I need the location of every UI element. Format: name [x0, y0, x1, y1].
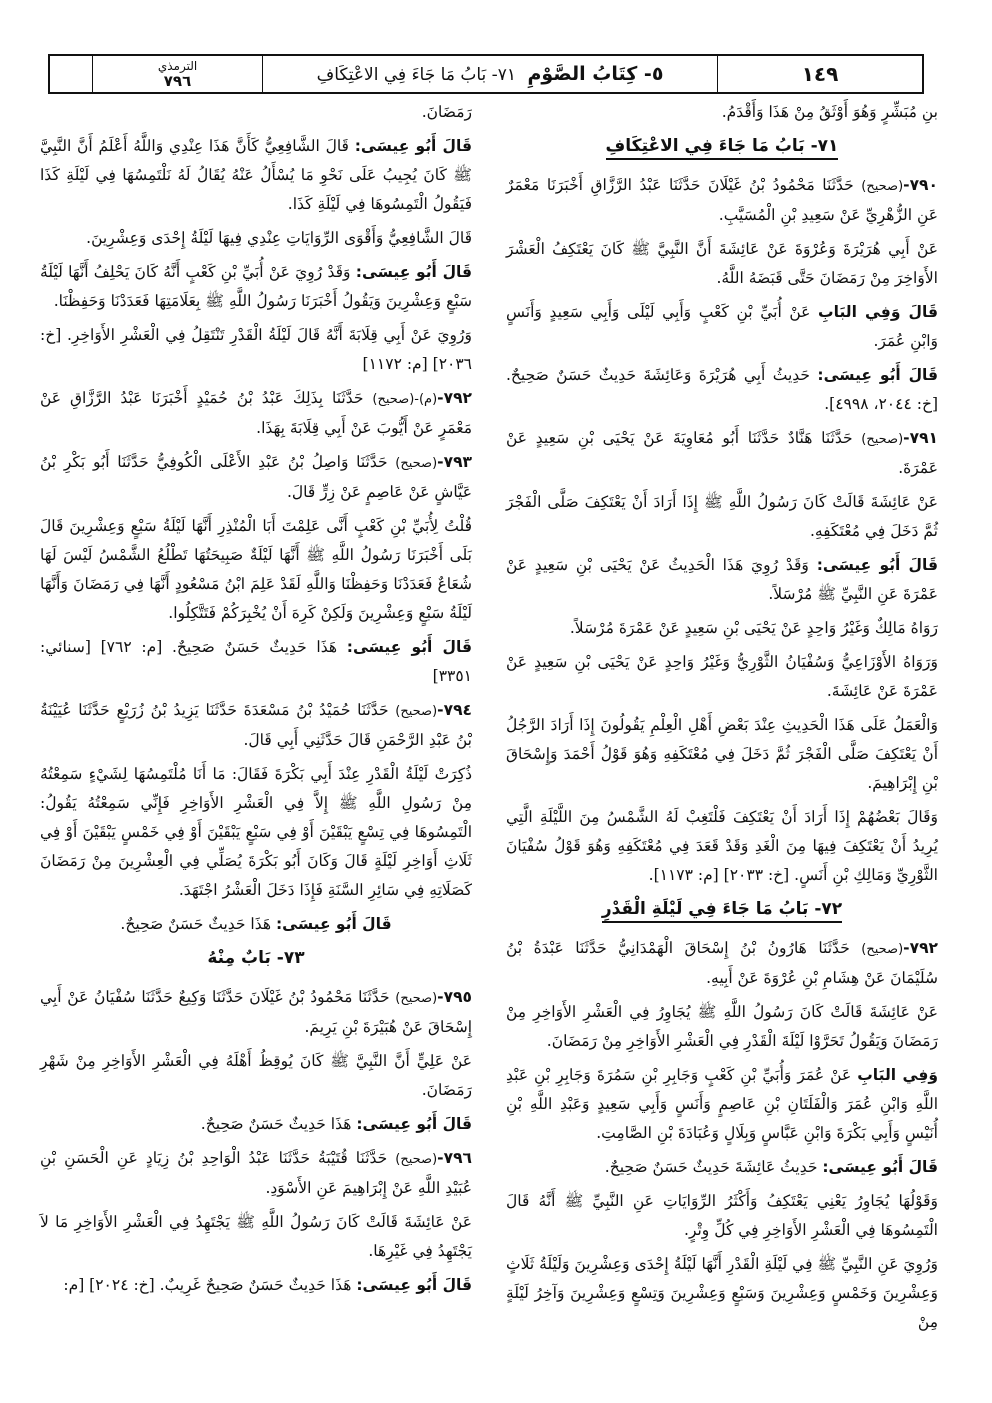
- hadith-text: حَدَّثَنَا وَاصِلُ بْنُ عَبْدِ الأَعْلَى الْكُوفِيُّ حَدَّثَنَا أَبُو بَكْرِ بْنُ عَيَّاشٍ عَنْ عَاصِمٍ عَنْ زِرٍّ قَالَ.: [40, 453, 472, 501]
- hadith-dash: -: [903, 939, 910, 957]
- section-heading: [506, 132, 938, 161]
- text-paragraph: وَرُوِيَ عَنْ أَبِي قِلَابَةَ أَنَّهُ قَالَ لَيْلَةُ الْقَدْرِ تَنْتَقِلُ فِي الْعَشْرِ الأَوَاخِرِ. [خ: ٢٠٣٦] [م: ١١٧٢]: [40, 326, 472, 373]
- hadith-paragraph: [506, 934, 938, 993]
- commentary-lead: قَالَ أَبُو عِيسَى:: [355, 263, 472, 281]
- hadith-number: ٧٩٦: [443, 1149, 472, 1167]
- commentary-lead: وَفِي البَابِ: [857, 1066, 939, 1084]
- section-heading: ٧٣- بَابٌ مِنْهُ: [207, 948, 305, 968]
- commentary-text: هَذَا حَدِيثٌ حَسَنٌ صَحِيحٌ.: [200, 1115, 352, 1133]
- chapter-title: ٧١- بَابُ مَا جَاءَ فِي الاعْتِكَافِ: [316, 65, 517, 85]
- running-title-cell: [262, 56, 717, 92]
- hadith-text: حَدَّثَنَا هَنَّادٌ حَدَّثَنَا أَبُو مُعَاوِيَةَ عَنْ يَحْيَى بْنِ سَعِيدٍ عَنْ عَمْرَةَ.: [506, 429, 938, 477]
- commentary-paragraph: [506, 551, 938, 609]
- text-paragraph: بنِ مُبَشِّرٍ وَهُوَ أَوْثَقُ مِنْ هَذَا وَأَقْدَمُ.: [721, 103, 938, 121]
- hadith-paragraph: [40, 696, 472, 755]
- hadith-dash: -: [437, 389, 444, 407]
- hadith-text: حَدَّثَنَا قُتَيْبَةُ حَدَّثَنَا عَبْدُ الْوَاحِدِ بْنُ زِيَادٍ عَنِ الْحَسَنِ بْنِ عُبَيْدِ اللَّهِ عَنْ إِبْرَاهِيمَ عَنِ الأَسْوَدِ.: [40, 1149, 472, 1197]
- commentary-lead: قَالَ وَفِي البَابِ: [818, 303, 938, 321]
- commentary-lead: قَالَ أَبُو عِيسَى:: [354, 137, 472, 155]
- commentary-lead: قَالَ أَبُو عِيسَى:: [817, 366, 938, 384]
- grading-tag: (م)-(صحيح): [372, 392, 438, 407]
- commentary-lead: قَالَ أَبُو عِيسَى:: [356, 1276, 472, 1294]
- commentary-text: هَذَا حَدِيثٌ حَسَنٌ صَحِيحٌ غَرِيبٌ. [خ: ٢٠٢٤] [م:: [63, 1276, 352, 1294]
- grading-tag: (صحيح): [861, 179, 904, 194]
- hadith-paragraph: [506, 424, 938, 483]
- text-paragraph: عَنْ عَلِيٍّ أَنَّ النَّبِيَّ ﷺ كَانَ يُوقِظُ أَهْلَهُ فِي الْعَشْرِ الأَوَاخِرِ مِنْ شَهْرِ رَمَضَانَ.: [40, 1052, 472, 1099]
- hadith-number: ٧٩٠: [909, 176, 938, 194]
- grading-tag: (صحيح): [395, 456, 438, 471]
- commentary-lead: قَالَ أَبُو عِيسَى:: [822, 1158, 938, 1176]
- commentary-lead: قَالَ أَبُو عِيسَى:: [346, 638, 472, 656]
- commentary-text: عَنْ عُمَرَ وَأُبَيِّ بْنِ كَعْبٍ وَجَابِرِ بْنِ سَمُرَةَ وَجَابِرِ بْنِ عَبْدِ اللَّهِ وَابْنِ عُمَرَ وَالْفَلَتَانِ بْنِ عَاصِمٍ وَأَنَسٍ وَأَبِي سَعِيدٍ وَعَبْدِ اللَّهِ بْنِ أُنَيْسٍ وَأَبِي بَكْرَةَ وَابْنِ عَبَّاسٍ وَبِلَالٍ وَعُبَادَةَ بْنِ الصَّامِتِ.: [506, 1066, 938, 1142]
- text-paragraph: وَقَوْلُهَا يُجَاوِرُ يَعْنِي يَعْتَكِفُ وَأَكْثَرُ الرِّوَايَاتِ عَنِ النَّبِيِّ ﷺ أَنَّهُ قَالَ الْتَمِسُوهَا فِي الْعَشْرِ الأَوَاخِرِ فِي كُلِّ وِتْرٍ.: [506, 1192, 938, 1239]
- grading-tag: (صحيح): [395, 991, 438, 1006]
- grading-tag: (صحيح): [861, 432, 904, 447]
- page-number-cell: [717, 56, 922, 92]
- section-heading: [506, 895, 938, 924]
- grading-tag: (صحيح): [395, 1152, 438, 1167]
- hadith-dash: -: [903, 429, 910, 447]
- right-text-column: [506, 98, 938, 1342]
- page-number: ١٤٩: [801, 62, 839, 86]
- section-heading-text: ٧١- بَابُ مَا جَاءَ فِي الاعْتِكَافِ: [606, 136, 839, 160]
- commentary-paragraph: [40, 633, 472, 691]
- commentary-paragraph: [506, 1153, 938, 1182]
- text-paragraph: قُلْتُ لِأُبَيِّ بْنِ كَعْبٍ أَنَّى عَلِمْتَ أَبَا الْمُنْذِرِ أَنَّهَا لَيْلَةُ سَبْعٍ وَعِشْرِينَ قَالَ بَلَى أَخْبَرَنَا رَسُولُ اللَّهِ ﷺ أَنَّهَا لَيْلَةٌ صَبِيحَتُهَا تَطْلُعُ الشَّمْسُ لَيْسَ لَهَا شُعَاعٌ فَعَدَدْنَا وَحَفِظْنَا وَاللَّهِ لَقَدْ عَلِمَ ابْنُ مَسْعُودٍ أَنَّهَا فِي رَمَضَانَ وَأَنَّهَا لَيْلَةُ سَبْعٍ وَعِشْرِينَ وَلَكِنْ كَرِهَ أَنْ يُخْبِرَكُمْ فَتَتَّكِلُوا.: [40, 517, 472, 622]
- commentary-paragraph: [40, 132, 472, 219]
- grading-tag: (صحيح): [395, 704, 438, 719]
- hadith-number: ٧٩١: [909, 429, 938, 447]
- commentary-paragraph: [506, 361, 938, 419]
- hadith-number: ٧٩٤: [443, 701, 472, 719]
- page-header: [48, 54, 924, 94]
- hadith-text: حَدَّثَنَا حُمَيْدُ بْنُ مَسْعَدَةَ حَدَّثَنَا يَزِيدُ بْنُ زُرَيْعٍ حَدَّثَنَا عُيَيْنَةُ بْنُ عَبْدِ الرَّحْمَنِ قَالَ حَدَّثَنِي أَبِي قَالَ.: [40, 701, 472, 749]
- text-paragraph: وَرُوِيَ عَنِ النَّبِيِّ ﷺ فِي لَيْلَةِ الْقَدْرِ أَنَّهَا لَيْلَةُ إِحْدَى وَعِشْرِينَ وَلَيْلَةُ ثَلَاثٍ وَعِشْرِينَ وَخَمْسٍ وَعِشْرِينَ وَسَبْعٍ وَعِشْرِينَ وَتِسْعٍ وَعِشْرِينَ وَآخِرُ لَيْلَةٍ مِنْ: [506, 1255, 938, 1331]
- hadith-number: ٧٩٢: [443, 389, 472, 407]
- hadith-paragraph: [40, 983, 472, 1042]
- reference-label: الترمذي: [157, 59, 198, 73]
- text-paragraph: عَنْ أَبِي هُرَيْرَةَ وَعُرْوَةَ عَنْ عَائِشَةَ أَنَّ النَّبِيَّ ﷺ كَانَ يَعْتَكِفُ الْعَشْرَ الأَوَاخِرَ مِنْ رَمَضَانَ حَتَّى قَبَضَهُ اللَّهُ.: [506, 240, 938, 287]
- hadith-paragraph: [40, 1144, 472, 1203]
- hadith-paragraph: [40, 384, 472, 443]
- hadith-number: ٧٩٥: [443, 988, 472, 1006]
- hadith-dash: -: [903, 176, 910, 194]
- hadith-number: ٧٩٣: [443, 453, 472, 471]
- hadith-dash: -: [437, 1149, 444, 1167]
- text-paragraph: ذُكِرَتْ لَيْلَةُ الْقَدْرِ عِنْدَ أَبِي بَكْرَةَ فَقَالَ: مَا أَنَا مُلْتَمِسُهَا لِشَيْءٍ سَمِعْتُهُ مِنْ رَسُولِ اللَّهِ ﷺ إِلاَّ فِي الْعَشْرِ الأَوَاخِرِ فَإِنِّي سَمِعْتُهُ يَقُولُ: الْتَمِسُوهَا فِي تِسْعٍ يَبْقَيْنَ أَوْ فِي سَبْعٍ يَبْقَيْنَ أَوْ فِي خَمْسٍ يَبْقَيْنَ أَوْ فِي ثَلَاثِ أَوَاخِرِ لَيْلَةٍ قَالَ وَكَانَ أَبُو بَكْرَةَ يُصَلِّي فِي الْعِشْرِينَ مِنْ رَمَضَانَ كَصَلَاتِهِ فِي سَائِرِ السَّنَةِ فَإِذَا دَخَلَ الْعَشْرُ اجْتَهَدَ.: [40, 765, 472, 899]
- commentary-lead: قَالَ أَبُو عِيسَى:: [356, 1115, 472, 1133]
- hadith-number: ٧٩٢: [909, 939, 938, 957]
- reference-cell: [92, 56, 262, 92]
- commentary-text: عَنْ أُبَيِّ بْنِ كَعْبٍ وَأَبِي لَيْلَى وَأَبِي سَعِيدٍ وَأَنَسٍ وَابْنِ عُمَرَ.: [506, 303, 938, 350]
- text-paragraph: وَرَوَاهُ الأَوْزَاعِيُّ وَسُفْيَانُ الثَّوْرِيُّ وَغَيْرُ وَاحِدٍ عَنْ يَحْيَى بْنِ سَعِيدٍ عَنْ عَمْرَةَ عَنْ عَائِشَةَ.: [506, 653, 938, 700]
- commentary-text: وَقَدْ رُوِيَ عَنْ أُبَيِّ بْنِ كَعْبٍ أَنَّهُ كَانَ يَحْلِفُ أَنَّهَا لَيْلَةُ سَبْعٍ وَعِشْرِينَ وَيَقُولُ أَخْبَرَنَا رَسُولُ اللَّهِ ﷺ بِعَلَامَتِهَا فَعَدَدْنَا وَحَفِظْنَا.: [40, 263, 472, 310]
- text-paragraph: عَنْ عَائِشَةَ قَالَتْ كَانَ رَسُولُ اللَّهِ ﷺ إِذَا أَرَادَ أَنْ يَعْتَكِفَ صَلَّى الْفَجْرَ ثُمَّ دَخَلَ فِي مُعْتَكَفِهِ.: [506, 493, 938, 540]
- hadith-text: حَدَّثَنَا هَارُونُ بْنُ إِسْحَاقَ الْهَمْدَانِيُّ حَدَّثَنَا عَبْدَةُ بْنُ سُلَيْمَانَ عَنْ هِشَامِ بْنِ عُرْوَةَ عَنْ أَبِيهِ.: [506, 939, 938, 987]
- commentary-paragraph: [40, 1271, 472, 1300]
- book-title: ٥- كِتَابُ الصَّوْمِ: [527, 63, 664, 85]
- commentary-text: هَذَا حَدِيثٌ حَسَنٌ صَحِيحٌ.: [120, 915, 272, 933]
- hadith-dash: -: [437, 701, 444, 719]
- hadith-dash: -: [437, 453, 444, 471]
- grading-tag: (صحيح): [861, 942, 904, 957]
- section-heading-text: ٧٢- بَابُ مَا جَاءَ فِي لَيْلَةِ الْقَدْرِ: [602, 899, 842, 923]
- hadith-text: حَدَّثَنَا مَحْمُودُ بْنُ غَيْلَانَ حَدَّثَنَا عَبْدُ الرَّزَّاقِ أَخْبَرَنَا مَعْمَرٌ عَنِ الزُّهْرِيِّ عَنْ سَعِيدِ بْنِ الْمُسَيَّبِ.: [506, 176, 938, 224]
- text-paragraph: رَمَضَانَ.: [421, 103, 472, 121]
- commentary-text: وَقَدْ رُوِيَ هَذَا الْحَدِيثُ عَنْ يَحْيَى بْنِ سَعِيدٍ عَنْ عَمْرَةَ عَنِ النَّبِيِّ ﷺ مُرْسَلاً.: [506, 556, 938, 603]
- commentary-text: قَالَ الشَّافِعِيُّ كَأَنَّ هَذَا عِنْدِي وَاللَّهُ أَعْلَمُ أَنَّ النَّبِيَّ ﷺ كَانَ يُجِيبُ عَلَى نَحْوِ مَا يُسْأَلُ عَنْهُ يُقَالُ لَهُ نَلْتَمِسُهَا فِي لَيْلَةِ كَذَا فَيَقُولُ الْتَمِسُوهَا فِي لَيْلَةِ كَذَا.: [40, 137, 472, 213]
- commentary-paragraph: [40, 910, 472, 939]
- text-paragraph: عَنْ عَائِشَةَ قَالَتْ كَانَ رَسُولُ اللَّهِ ﷺ يَجْتَهِدُ فِي الْعَشْرِ الأَوَاخِرِ مَا لاَ يَجْتَهِدُ فِي غَيْرِهَا.: [40, 1213, 472, 1260]
- hadith-text: حَدَّثَنَا مَحْمُودُ بْنُ غَيْلَانَ حَدَّثَنَا وَكِيعٌ حَدَّثَنَا سُفْيَانُ عَنْ أَبِي إِسْحَاقَ عَنْ هُبَيْرَةَ بْنِ يَرِيمَ.: [40, 988, 472, 1036]
- commentary-paragraph: [506, 298, 938, 356]
- text-paragraph: عَنْ عَائِشَةَ قَالَتْ كَانَ رَسُولُ اللَّهِ ﷺ يُجَاوِرُ فِي الْعَشْرِ الأَوَاخِرِ مِنْ رَمَضَانَ وَيَقُولُ تَحَرَّوْا لَيْلَةَ الْقَدْرِ فِي الْعَشْرِ الأَوَاخِرِ مِنْ رَمَضَانَ.: [506, 1003, 938, 1050]
- commentary-text: هَذَا حَدِيثٌ حَسَنٌ صَحِيحٌ. [م: ٧٦٢] [سنائي: ٣٣٥١]: [40, 638, 472, 685]
- text-paragraph: وَقَالَ بَعْضُهُمْ إِذَا أَرَادَ أَنْ يَعْتَكِفَ فَلْتَغِبْ لَهُ الشَّمْسُ مِنَ اللَّيْلَةِ الَّتِي يُرِيدُ أَنْ يَعْتَكِفَ فِيهَا مِنَ الْغَدِ وَقَدْ قَعَدَ فِي مُعْتَكَفِهِ وَهُوَ قَوْلُ سُفْيَانَ الثَّوْرِيِّ وَمَالِكِ بْنِ أَنَسٍ. [خ: ٢٠٣٣] [م: ١١٧٣].: [506, 808, 938, 884]
- commentary-paragraph: [40, 1110, 472, 1139]
- left-text-column: [40, 98, 472, 1305]
- empty-header-cell: [48, 56, 92, 92]
- hadith-dash: -: [437, 988, 444, 1006]
- text-paragraph: رَوَاهُ مَالِكٌ وَغَيْرُ وَاحِدٍ عَنْ يَحْيَى بْنِ سَعِيدٍ عَنْ عَمْرَةَ مُرْسَلاً.: [569, 619, 938, 637]
- hadith-paragraph: [40, 448, 472, 507]
- running-title: [317, 63, 664, 85]
- commentary-text: حَدِيثُ عَائِشَةَ حَدِيثٌ حَسَنٌ صَحِيحٌ.: [604, 1158, 818, 1176]
- commentary-paragraph: [40, 258, 472, 316]
- reference-number: ٧٩٦: [163, 72, 192, 90]
- hadith-paragraph: [506, 171, 938, 230]
- text-paragraph: قَالَ الشَّافِعِيُّ وَأَقْوَى الرِّوَايَاتِ عِنْدِي فِيهَا لَيْلَةُ إِحْدَى وَعِشْرِينَ.: [86, 229, 472, 247]
- commentary-lead: قَالَ أَبُو عِيسَى:: [275, 915, 392, 933]
- hadith-text: حَدَّثَنَا بِذَلِكَ عَبْدُ بْنُ حُمَيْدٍ أَخْبَرَنَا عَبْدُ الرَّزَّاقِ عَنْ مَعْمَرٍ عَنْ أَيُّوبَ عَنْ أَبِي قِلَابَةَ بِهَذَا.: [40, 389, 472, 437]
- commentary-text: حَدِيثُ أَبِي هُرَيْرَةَ وَعَائِشَةَ حَدِيثٌ حَسَنٌ صَحِيحٌ. [خ: ٢٠٤٤، ٤٩٩٨].: [506, 366, 938, 413]
- commentary-paragraph: [506, 1061, 938, 1148]
- commentary-lead: قَالَ أَبُو عِيسَى:: [816, 556, 938, 574]
- text-paragraph: وَالْعَمَلُ عَلَى هَذَا الْحَدِيثِ عِنْدَ بَعْضِ أَهْلِ الْعِلْمِ يَقُولُونَ إِذَا أَرَادَ الرَّجُلُ أَنْ يَعْتَكِفَ صَلَّى الْفَجْرَ ثُمَّ دَخَلَ فِي مُعْتَكَفِهِ وَهُوَ قَوْلُ أَحْمَدَ وَإِسْحَاقَ بْنِ إِبْرَاهِيمَ.: [506, 716, 938, 792]
